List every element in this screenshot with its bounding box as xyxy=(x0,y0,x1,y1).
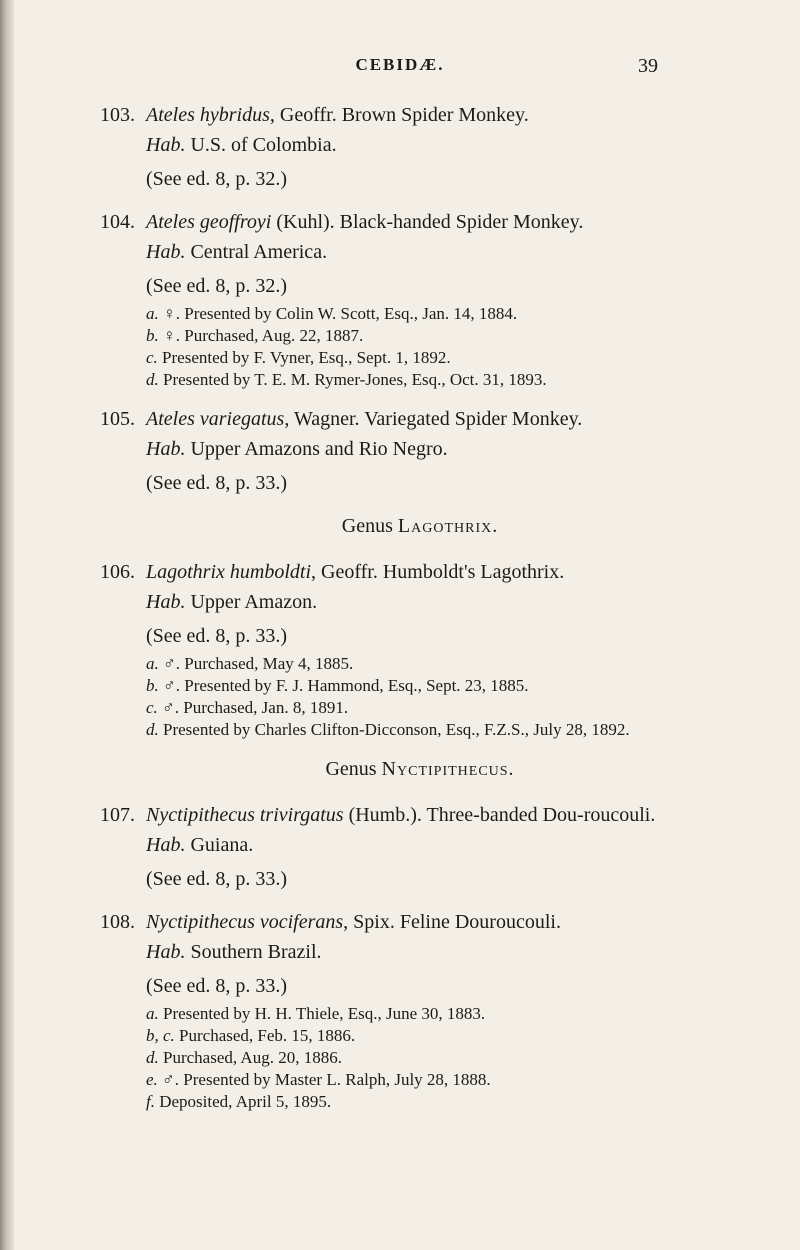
habitat-label: Hab. xyxy=(146,438,186,460)
entry-number: 103. xyxy=(100,104,135,126)
genus-name: Nyctipithecus. xyxy=(381,758,515,780)
species-entry xyxy=(100,557,710,741)
species-author: , Geoffr. xyxy=(311,561,378,583)
common-name: Brown Spider Monkey. xyxy=(341,104,529,126)
specimen-item: c. ♂. Purchased, Jan. 8, 1891. xyxy=(146,698,349,717)
genus-heading: Genus Nyctipithecus. xyxy=(325,758,515,780)
habitat: Guiana. xyxy=(190,834,254,856)
page-number: 39 xyxy=(638,55,658,77)
habitat: Southern Brazil. xyxy=(190,941,322,963)
see-reference: (See ed. 8, p. 33.) xyxy=(146,625,288,647)
habitat: Upper Amazon. xyxy=(190,591,318,613)
entry-number: 107. xyxy=(100,804,135,826)
common-name: Feline Douroucouli. xyxy=(399,911,561,933)
specimen-item: a. ♂. Purchased, May 4, 1885. xyxy=(146,654,354,673)
specimen-item: b, c. Purchased, Feb. 15, 1886. xyxy=(146,1026,356,1045)
see-reference: (See ed. 8, p. 33.) xyxy=(146,472,288,494)
common-name: Three-banded Dou-roucouli. xyxy=(426,804,656,826)
species-name: Nyctipithecus vociferans xyxy=(146,911,344,933)
specimen-item: a. ♀. Presented by Colin W. Scott, Esq., Jan. 14, 1884. xyxy=(146,304,518,323)
specimen-list xyxy=(100,303,710,391)
specimen-item: e. ♂. Presented by Master L. Ralph, July 28, 1888. xyxy=(146,1070,491,1089)
habitat-label: Hab. xyxy=(146,591,186,613)
common-name: Variegated Spider Monkey. xyxy=(364,408,583,430)
habitat: U.S. of Colombia. xyxy=(190,134,337,156)
entry-number: 104. xyxy=(100,211,135,233)
habitat-label: Hab. xyxy=(146,134,186,156)
common-name: Black-handed Spider Monkey. xyxy=(339,211,584,233)
specimen-item: d. Presented by Charles Clifton-Dicconson, Esq., F.Z.S., July 28, 1892. xyxy=(146,720,630,739)
species-entry xyxy=(100,100,710,194)
species-entry xyxy=(100,907,710,1113)
species-entry xyxy=(100,800,710,894)
species-author: , Spix. xyxy=(343,911,395,933)
species-name: Ateles hybridus xyxy=(146,104,270,126)
specimen-item: a. Presented by H. H. Thiele, Esq., June 30, 1883. xyxy=(146,1004,486,1023)
specimen-item: d. Presented by T. E. M. Rymer-Jones, Esq., Oct. 31, 1893. xyxy=(146,370,547,389)
genus-heading: Genus Lagothrix. xyxy=(341,515,499,537)
see-reference: (See ed. 8, p. 32.) xyxy=(146,168,288,190)
species-entry xyxy=(100,404,710,498)
specimen-item: d. Purchased, Aug. 20, 1886. xyxy=(146,1048,342,1067)
habitat-label: Hab. xyxy=(146,241,186,263)
page-header xyxy=(0,55,800,85)
entry-number: 106. xyxy=(100,561,135,583)
entry-number: 108. xyxy=(100,911,135,933)
species-name: Nyctipithecus trivirgatus xyxy=(146,804,344,826)
species-name: Ateles variegatus xyxy=(146,408,285,430)
species-author: , Wagner. xyxy=(284,408,360,430)
see-reference: (See ed. 8, p. 33.) xyxy=(146,975,288,997)
genus-name: Lagothrix. xyxy=(397,515,499,537)
specimen-list xyxy=(100,1003,710,1113)
see-reference: (See ed. 8, p. 32.) xyxy=(146,275,288,297)
species-entry xyxy=(100,207,710,391)
specimen-item: b. ♀. Purchased, Aug. 22, 1887. xyxy=(146,326,364,345)
running-head: CEBIDÆ. xyxy=(355,55,445,74)
specimen-list xyxy=(100,653,710,741)
habitat: Upper Amazons and Rio Negro. xyxy=(190,438,448,460)
common-name: Humboldt's Lagothrix. xyxy=(382,561,565,583)
habitat-label: Hab. xyxy=(146,834,186,856)
species-author: (Humb.). xyxy=(343,804,422,826)
specimen-item: f. Deposited, April 5, 1895. xyxy=(146,1092,332,1111)
page-binding-edge xyxy=(0,0,14,1250)
specimen-item: c. Presented by F. Vyner, Esq., Sept. 1, 1892. xyxy=(146,348,451,367)
species-author: , Geoffr. xyxy=(269,104,337,126)
catalogue-entries xyxy=(100,100,710,1126)
species-author: (Kuhl). xyxy=(271,211,335,233)
habitat: Central America. xyxy=(190,241,328,263)
species-name: Lagothrix humboldti xyxy=(146,561,312,583)
entry-number: 105. xyxy=(100,408,135,430)
specimen-item: b. ♂. Presented by F. J. Hammond, Esq., Sept. 23, 1885. xyxy=(146,676,529,695)
see-reference: (See ed. 8, p. 33.) xyxy=(146,868,288,890)
habitat-label: Hab. xyxy=(146,941,186,963)
species-name: Ateles geoffroyi xyxy=(146,211,272,233)
